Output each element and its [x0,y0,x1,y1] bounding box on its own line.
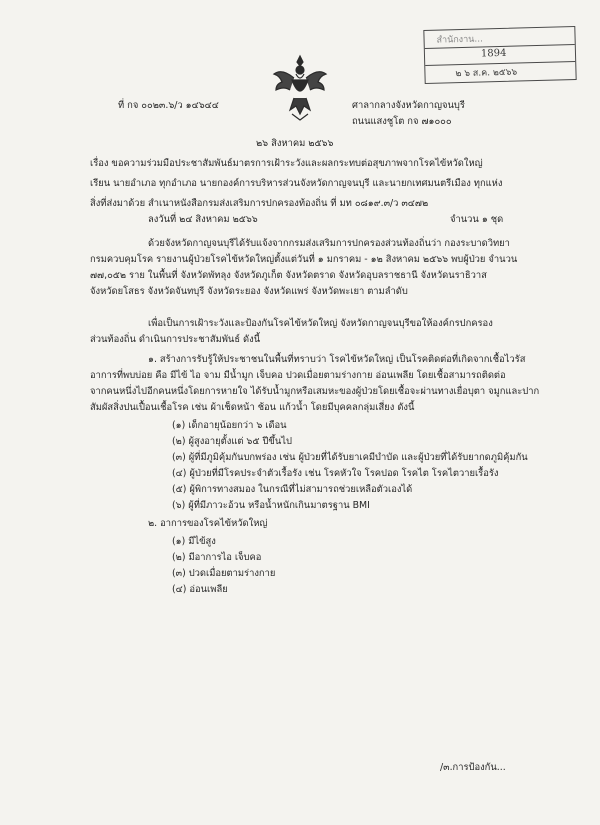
symptom-item: (๓) ปวดเมื่อยตามร่างกาย [172,568,276,579]
body-line: ส่วนท้องถิ่น ดำเนินการประชาสัมพันธ์ ดังนี้ [90,334,261,345]
office-name: ศาลากลางจังหวัดกาญจนบุรี [352,100,465,111]
reference-date: ลงวันที่ ๒๔ สิงหาคม ๒๕๖๖ [148,214,258,225]
symptom-item: (๑) มีไข้สูง [172,536,216,547]
risk-group-item: (๖) ผู้ที่มีภาวะอ้วน หรือน้ำหนักเกินมาตรฐาน BMI [172,500,370,511]
symptom-item: (๒) มีอาการไอ เจ็บคอ [172,552,262,563]
office-address: ถนนแสงชูโต กจ ๗๑๐๐๐ [352,116,452,127]
body-line: กรมควบคุมโรค รายงานผู้ป่วยโรคไข้หวัดใหญ่ตั้งแต่วันที่ ๑ มกราคม - ๑๒ สิงหาคม ๒๕๖๖ พบผู้ป่วย จำนวน [90,254,518,265]
risk-group-item: (๓) ผู้ที่มีภูมิคุ้มกันบกพร่อง เช่น ผู้ป่วยที่ได้รับยาเคมีบำบัด และผู้ป่วยที่ได้รับยากดภูมิคุ้มกัน [172,452,528,463]
body-line: จังหวัดยโสธร จังหวัดจันทบุรี จังหวัดระยอง จังหวัดแพร่ จังหวัดพะเยา ตามลำดับ [90,286,408,297]
subject-line: เรื่อง ขอความร่วมมือประชาสัมพันธ์มาตรการเฝ้าระวังและผลกระทบต่อสุขภาพจากโรคไข้หวัดใหญ่ [90,158,483,169]
received-stamp [423,26,576,84]
reference-line: สิ่งที่ส่งมาด้วย สำเนาหนังสือกรมส่งเสริมการปกครองท้องถิ่น ที่ มท ๐๘๑๙.๓/ว ๓๔๗๒ [90,198,429,209]
item-heading: ๒. อาการของโรคไข้หวัดใหญ่ [148,518,268,529]
letter-date: ๒๖ สิงหาคม ๒๕๖๖ [256,138,334,149]
stamp-top: สำนักงาน... [436,34,484,46]
risk-group-item: (๒) ผู้สูงอายุตั้งแต่ ๖๕ ปีขึ้นไป [172,436,292,447]
body-line: ด้วยจังหวัดกาญจนบุรีได้รับแจ้งจากกรมส่งเสริมการปกครองส่วนท้องถิ่นว่า กองระบาดวิทยา [148,238,510,249]
garuda-emblem-icon [270,52,330,122]
item-line: อาการที่พบบ่อย คือ มีไข้ ไอ จาม มีน้ำมูก เจ็บคอ ปวดเมื่อยตามร่างกาย อ่อนเพลีย โดยเชื้อสามารถติดต่อ [90,370,506,381]
item-line: ๑. สร้างการรับรู้ให้ประชาชนในพื้นที่ทราบว่า โรคไข้หวัดใหญ่ เป็นโรคติดต่อที่เกิดจากเชื้อไวรัส [148,354,526,365]
risk-group-item: (๕) ผู้พิการทางสมอง ในกรณีที่ไม่สามารถช่วยเหลือตัวเองได้ [172,484,413,495]
doc-number: ที่ กจ ๐๐๒๓.๖/ว ๑๔๖๔๔ [118,100,219,111]
body-line: ๗๗,๐๕๒ ราย ในพื้นที่ จังหวัดพัทลุง จังหวัดภูเก็ต จังหวัดตราด จังหวัดอุบลราชธานี จังหวัดนราธิวาส [90,270,487,281]
symptom-item: (๔) อ่อนเพลีย [172,584,228,595]
risk-group-item: (๔) ผู้ป่วยที่มีโรคประจำตัวเรื้อรัง เช่น โรคหัวใจ โรคปอด โรคไต โรคไตวายเรื้อรัง [172,468,499,479]
reference-count: จำนวน ๑ ชุด [450,214,504,225]
stamp-date: ๒ ๖ ส.ค. ๒๕๖๖ [455,67,518,80]
continuation-note: /๓.การป้องกัน... [440,762,506,773]
stamp-number: 1894 [480,47,507,60]
risk-group-item: (๑) เด็กอายุน้อยกว่า ๖ เดือน [172,420,287,431]
item-line: จากคนหนึ่งไปอีกคนหนึ่งโดยการหายใจ ได้รับน้ำมูกหรือเสมหะของผู้ป่วยโดยเชื้อจะผ่านทางเยื่อบุตา จมูกและปาก [90,386,540,397]
body-line: เพื่อเป็นการเฝ้าระวังและป้องกันโรคไข้หวัดใหญ่ จังหวัดกาญจนบุรีขอให้องค์กรปกครอง [148,318,493,329]
recipient-line: เรียน นายอำเภอ ทุกอำเภอ นายกองค์การบริหารส่วนจังหวัดกาญจนบุรี และนายกเทศมนตรีเมือง ทุกแห่ง [90,178,503,189]
item-line: สัมผัสสิ่งปนเปื้อนเชื้อโรค เช่น ผ้าเช็ดหน้า ช้อน แก้วน้ำ โดยมีบุคคลกลุ่มเสี่ยง ดังนี้ [90,402,415,413]
